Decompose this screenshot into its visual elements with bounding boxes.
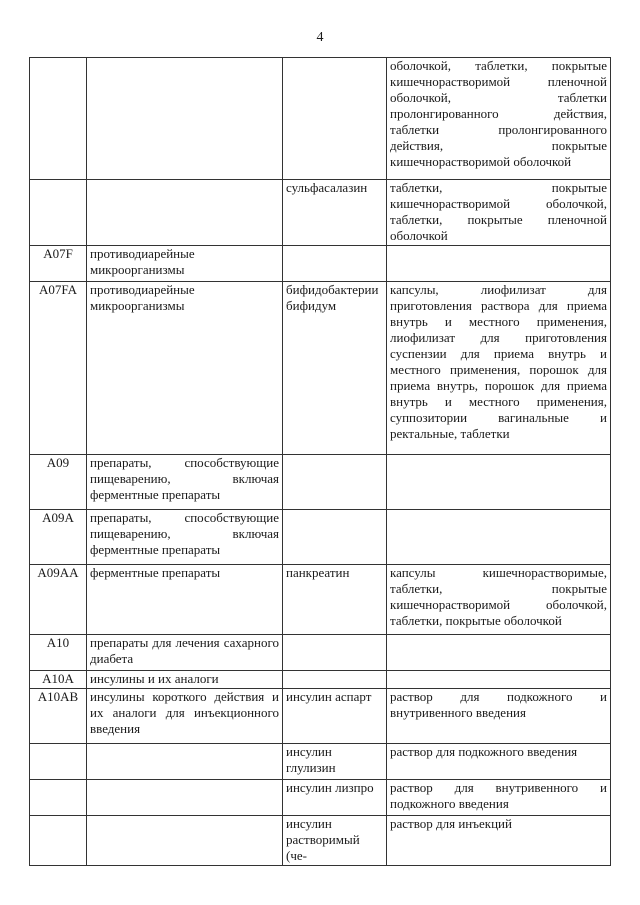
code-cell: A07FA [30,282,87,455]
table-row [30,282,611,455]
code-cell: A10A [30,671,87,689]
drug-cell: инсулин глулизин [283,744,387,780]
group-cell: препараты, способствующие пищеварению, включая ферментные препараты [87,510,283,565]
code-cell [30,180,87,246]
group-cell: ферментные препараты [87,565,283,635]
table-row [30,635,611,671]
drug-cell: панкреатин [283,565,387,635]
table-row [30,744,611,780]
table-row [30,565,611,635]
drug-cell: инсулин лизпро [283,780,387,816]
drug-cell: инсулин аспарт [283,689,387,744]
code-cell [30,58,87,180]
forms-cell: раствор для подкожного введения [387,744,611,780]
drug-cell: инсулин растворимый (че- [283,816,387,866]
code-cell [30,744,87,780]
group-cell [87,58,283,180]
table-row [30,671,611,689]
drug-cell [283,455,387,510]
drug-cell [283,246,387,282]
group-cell: противодиарейные микроорганизмы [87,246,283,282]
table-row [30,816,611,866]
group-cell: инсулины и их аналоги [87,671,283,689]
drug-cell: бифидобактерии бифидум [283,282,387,455]
drug-table [29,57,611,866]
forms-cell: раствор для внутривенного и подкожного введения [387,780,611,816]
group-cell [87,816,283,866]
code-cell: A09 [30,455,87,510]
forms-cell: таблетки, покрытые кишечнорастворимой оболочкой, таблетки, покрытые пленочной оболочкой [387,180,611,246]
group-cell: препараты для лечения сахарного диабета [87,635,283,671]
forms-cell: раствор для подкожного и внутривенного введения [387,689,611,744]
table-row [30,58,611,180]
page-number: 4 [316,30,324,45]
code-cell [30,816,87,866]
drug-cell [283,671,387,689]
table-row [30,689,611,744]
forms-cell: капсулы, лиофилизат для приготовления раствора для приема внутрь и местного применения, лиофилизат для приготовления суспензии для приема внутрь и местного применения, порошок для приема внутрь, порошок для приема внутрь и местного применения, суппозитории вагинальные и ректальные, таблетки [387,282,611,455]
table-row [30,180,611,246]
forms-cell: капсулы кишечнорастворимые, таблетки, покрытые кишечнорастворимой оболочкой, таблетки, покрытые оболочкой [387,565,611,635]
forms-cell [387,635,611,671]
code-cell: A07F [30,246,87,282]
table-row [30,510,611,565]
group-cell: противодиарейные микроорганизмы [87,282,283,455]
forms-cell: раствор для инъекций [387,816,611,866]
code-cell: A10 [30,635,87,671]
forms-cell [387,455,611,510]
drug-cell [283,510,387,565]
forms-cell [387,246,611,282]
forms-cell [387,671,611,689]
group-cell: инсулины короткого действия и их аналоги для инъекционного введения [87,689,283,744]
group-cell [87,744,283,780]
forms-cell [387,510,611,565]
code-cell: A09AA [30,565,87,635]
code-cell: A09A [30,510,87,565]
group-cell [87,180,283,246]
code-cell [30,780,87,816]
forms-cell: оболочкой, таблетки, покрытые кишечнорастворимой пленочной оболочкой, таблетки пролонгированного действия, таблетки пролонгированного действия, покрытые кишечнорастворимой оболочкой [387,58,611,180]
group-cell [87,780,283,816]
drug-cell [283,635,387,671]
group-cell: препараты, способствующие пищеварению, включая ферментные препараты [87,455,283,510]
table-row [30,246,611,282]
table-row [30,455,611,510]
drug-cell: сульфасалазин [283,180,387,246]
drug-cell [283,58,387,180]
table-row [30,780,611,816]
code-cell: A10AB [30,689,87,744]
